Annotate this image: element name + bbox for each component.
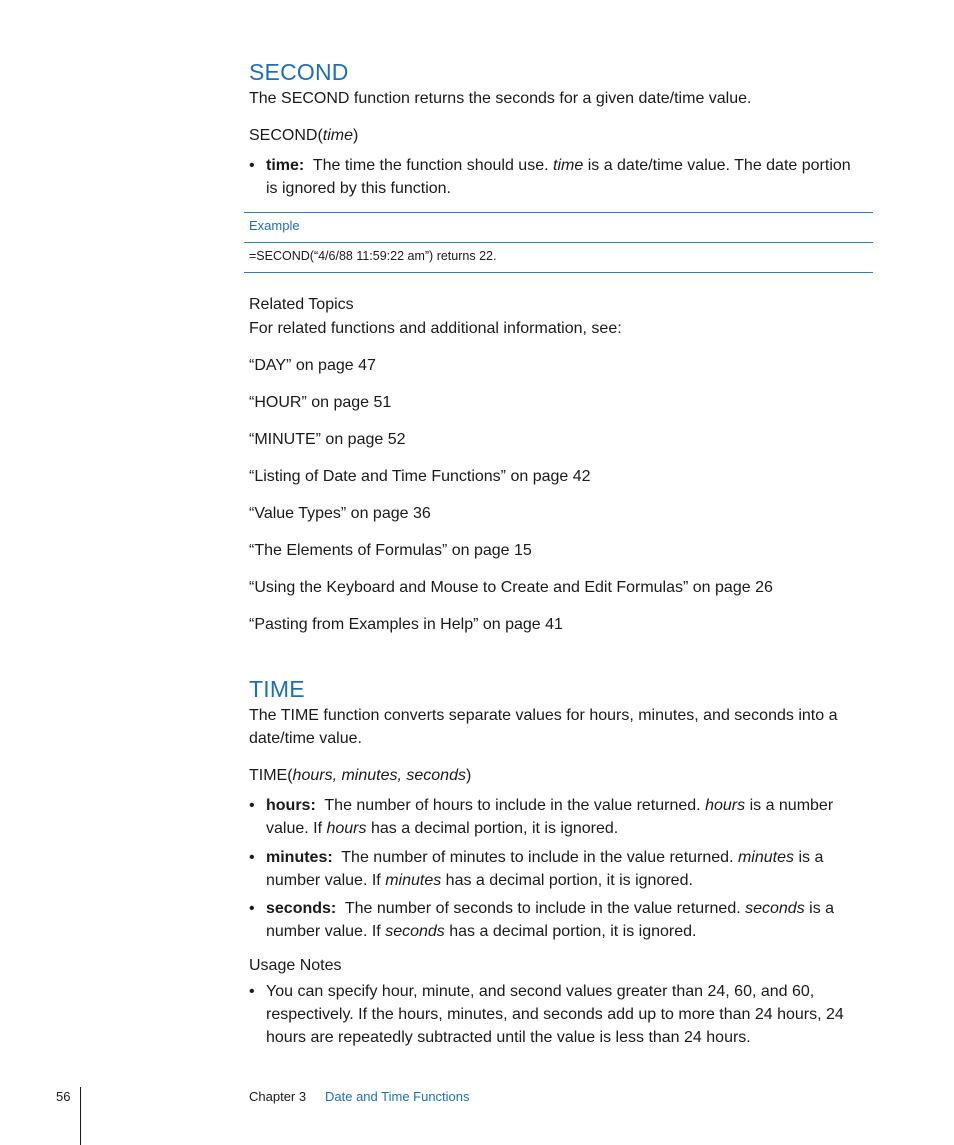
arg-text: is a date/time value. The date portion — [587, 157, 851, 174]
bullet-marker: • — [249, 900, 255, 917]
arg-label: seconds: — [266, 900, 337, 917]
syntax-argument: time — [322, 127, 354, 144]
usage-note — [249, 980, 859, 1050]
example-top-rule — [244, 212, 873, 213]
arg-text: The time the function should use. — [312, 157, 549, 174]
arg-text: has a decimal portion, it is ignored. — [449, 923, 697, 940]
time-description — [249, 704, 869, 750]
page-number: 56 — [56, 1089, 71, 1104]
arg-text: The number of seconds to include in the value returned. — [344, 900, 741, 917]
usage-line: You can specify hour, minute, and second values greater than 24, 60, and 60, — [266, 983, 815, 1000]
description-line: The TIME function converts separate values for hours, minutes, and seconds into a — [249, 707, 838, 724]
arg-italic: hours — [326, 820, 367, 837]
related-link[interactable]: “Using the Keyboard and Mouse to Create and Edit Formulas” on page 26 — [249, 579, 773, 596]
arg-text: value. If — [266, 820, 323, 837]
arg-italic: hours — [705, 797, 746, 814]
arg-italic: seconds — [385, 923, 445, 940]
usage-line: respectively. If the hours, minutes, and seconds add up to more than 24 hours, 24 — [266, 1006, 844, 1023]
time-heading: TIME — [249, 676, 305, 702]
example-mid-rule — [244, 242, 873, 243]
arg-text: has a decimal portion, it is ignored. — [445, 872, 693, 889]
arg-text: number value. If — [266, 872, 381, 889]
footer-divider — [80, 1087, 81, 1145]
example-label: Example — [249, 218, 300, 233]
arg-label: minutes: — [266, 849, 333, 866]
time-arg-minutes — [249, 846, 859, 892]
time-arg-seconds — [249, 897, 859, 943]
arg-text: number value. If — [266, 923, 381, 940]
arg-text: is a — [798, 849, 824, 866]
arg-italic: minutes — [385, 872, 442, 889]
related-link[interactable]: “Pasting from Examples in Help” on page 41 — [249, 616, 563, 633]
footer-chapter-title[interactable]: Date and Time Functions — [325, 1089, 470, 1104]
syntax-function-name: TIME — [249, 767, 288, 784]
time-syntax: TIME(hours, minutes, seconds) — [249, 767, 472, 784]
usage-line: hours are repeatedly subtracted until the value is less than 24 hours. — [266, 1029, 751, 1046]
time-arg-hours — [249, 794, 859, 840]
arg-italic: minutes — [737, 849, 794, 866]
second-description: The SECOND function returns the seconds for a given date/time value. — [249, 90, 752, 107]
related-link[interactable]: “Listing of Date and Time Functions” on page 42 — [249, 468, 591, 485]
second-heading: SECOND — [249, 59, 349, 85]
example-text: =SECOND(“4/6/88 11:59:22 am”) returns 22. — [249, 249, 497, 263]
footer-chapter: Chapter 3 — [249, 1089, 307, 1104]
arg-label: time: — [266, 157, 305, 174]
second-arg-time — [249, 154, 859, 200]
usage-notes-heading: Usage Notes — [249, 957, 342, 974]
related-link[interactable]: “DAY” on page 47 — [249, 357, 376, 374]
arg-label: hours: — [266, 797, 316, 814]
second-syntax: SECOND(time) — [249, 127, 359, 144]
arg-italic: time — [553, 157, 584, 174]
description-line: date/time value. — [249, 730, 362, 747]
bullet-marker: • — [249, 157, 255, 174]
arg-text: is a number — [749, 797, 834, 814]
arg-text: is ignored by this function. — [266, 180, 451, 197]
bullet-marker: • — [249, 849, 255, 866]
related-link[interactable]: “The Elements of Formulas” on page 15 — [249, 542, 532, 559]
arg-text: The number of hours to include in the value returned. — [324, 797, 701, 814]
related-topics-intro: For related functions and additional information, see: — [249, 320, 622, 337]
bullet-marker: • — [249, 983, 255, 1000]
bullet-marker: • — [249, 797, 255, 814]
arg-text: The number of minutes to include in the value returned. — [341, 849, 734, 866]
arg-text: has a decimal portion, it is ignored. — [370, 820, 619, 837]
related-topics-heading: Related Topics — [249, 296, 354, 313]
syntax-function-name: SECOND — [249, 127, 318, 144]
related-link[interactable]: “HOUR” on page 51 — [249, 394, 392, 411]
related-link[interactable]: “Value Types” on page 36 — [249, 505, 431, 522]
syntax-argument: hours, minutes, seconds — [292, 767, 466, 784]
related-link[interactable]: “MINUTE” on page 52 — [249, 431, 406, 448]
arg-text: is a — [809, 900, 835, 917]
example-bottom-rule — [244, 272, 873, 273]
arg-italic: seconds — [745, 900, 805, 917]
